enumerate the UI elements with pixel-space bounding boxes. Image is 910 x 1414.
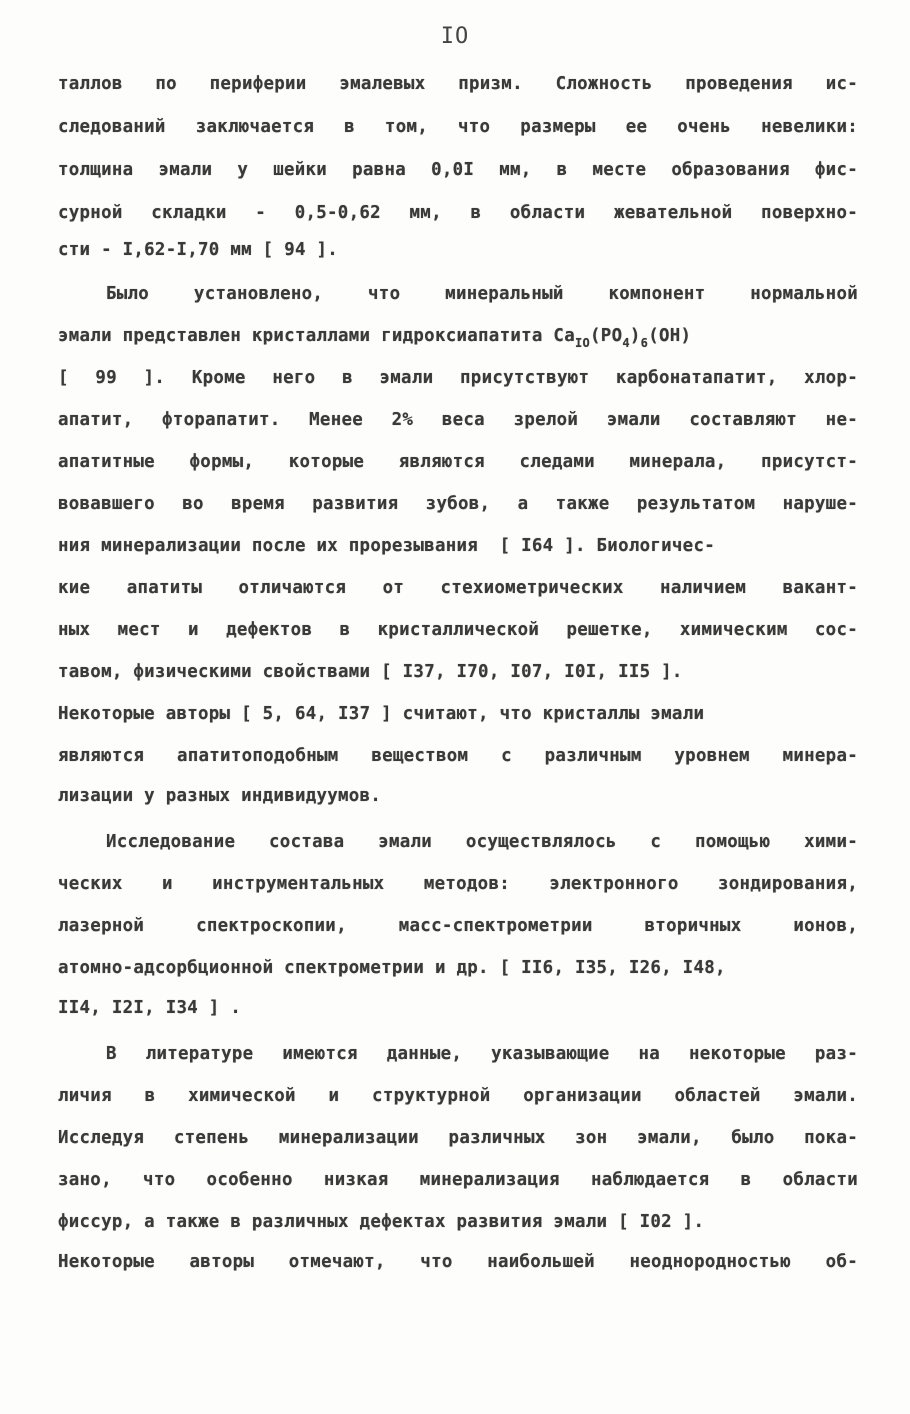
text-line: лизации у разных индивидуумов. bbox=[58, 786, 382, 806]
text-line: вовавшего во время развития зубов, а также результатом наруше- bbox=[58, 494, 858, 514]
citation: [ II6, I35, I26, I48, bbox=[499, 958, 726, 978]
text-line bbox=[58, 948, 858, 988]
citation: [ I02 ]. bbox=[618, 1212, 705, 1232]
text-segment: сти - I,62-I,70 мм bbox=[58, 240, 252, 260]
text-line: апатит, фторапатит. Менее 2% веса зрелой эмали составляют не- bbox=[58, 410, 858, 430]
text-line: Было установлено, что минеральный компонент нормальной bbox=[106, 284, 858, 304]
text-segment: фиссур, а также в различных дефектах развития эмали bbox=[58, 1212, 608, 1232]
text-line: следований заключается в том, что размеры ее очень невелики: bbox=[58, 117, 858, 137]
citation: [ I37, I70, I07, I0I, II5 ]. bbox=[381, 662, 683, 682]
text-line: кие апатиты отличаются от стехиометрических наличием вакант- bbox=[58, 578, 858, 598]
citation: [ 94 ]. bbox=[262, 240, 339, 260]
text-segment: ния минерализации после их прорезывания bbox=[58, 536, 479, 556]
text-line: В литературе имеются данные, указывающие на некоторые раз- bbox=[106, 1044, 858, 1064]
text-line: сурной складки - 0,5-0,62 мм, в области жевательной поверхно- bbox=[58, 203, 858, 223]
text-line: ных мест и дефектов в кристаллической решетке, химическим сос- bbox=[58, 620, 858, 640]
text-line: Исследование состава эмали осуществлялось с помощью хими- bbox=[106, 832, 858, 852]
citation: [ 5, 64, I37 ] bbox=[241, 704, 392, 724]
text-line: Некоторые авторы отмечают, что наибольшей неоднородностью об- bbox=[58, 1252, 858, 1272]
text-line: ческих и инструментальных методов: электронного зондирования, bbox=[58, 874, 858, 894]
text-segment: (PO bbox=[590, 326, 623, 346]
text-segment: (OH) bbox=[648, 326, 692, 346]
text-line bbox=[58, 316, 858, 356]
text-segment: ) bbox=[629, 326, 641, 346]
text-line: толщина эмали у шейки равна 0,0I мм, в месте образования фис- bbox=[58, 160, 858, 180]
text-line: апатитные формы, которые являются следами минерала, присутст- bbox=[58, 452, 858, 472]
page-number: IO bbox=[440, 24, 470, 49]
citation: [ I64 ]. Биологичес- bbox=[499, 536, 715, 556]
text-line bbox=[58, 526, 858, 566]
text-line bbox=[58, 230, 858, 270]
text-line bbox=[58, 1202, 858, 1242]
text-segment: Некоторые авторы bbox=[58, 704, 231, 724]
text-line: являются апатитоподобным веществом с различным уровнем минера- bbox=[58, 746, 858, 766]
text-line: Исследуя степень минерализации различных зон эмали, было пока- bbox=[58, 1128, 858, 1148]
text-line bbox=[58, 694, 858, 734]
text-line: II4, I2I, I34 ] . bbox=[58, 998, 242, 1018]
text-segment: считают, что кристаллы эмали bbox=[402, 704, 705, 724]
text-line bbox=[58, 652, 858, 692]
text-line: [ 99 ]. Кроме него в эмали присутствуют карбонатапатит, хлор- bbox=[58, 368, 858, 388]
text-line: лазерной спектроскопии, масс-спектрометрии вторичных ионов, bbox=[58, 916, 858, 936]
text-segment: атомно-адсорбционной спектрометрии и др. bbox=[58, 958, 489, 978]
subscript: 6 bbox=[640, 336, 649, 350]
subscript: IO bbox=[574, 336, 591, 350]
subscript: 4 bbox=[622, 336, 630, 350]
text-line: зано, что особенно низкая минерализация наблюдается в области bbox=[58, 1170, 858, 1190]
text-segment: тавом, физическими свойствами bbox=[58, 662, 371, 682]
text-line: личия в химической и структурной организации областей эмали. bbox=[58, 1086, 858, 1106]
text-segment: эмали представлен кристаллами гидроксиапатита Ca bbox=[58, 326, 575, 346]
text-line: таллов по периферии эмалевых призм. Сложность проведения ис- bbox=[58, 74, 858, 94]
